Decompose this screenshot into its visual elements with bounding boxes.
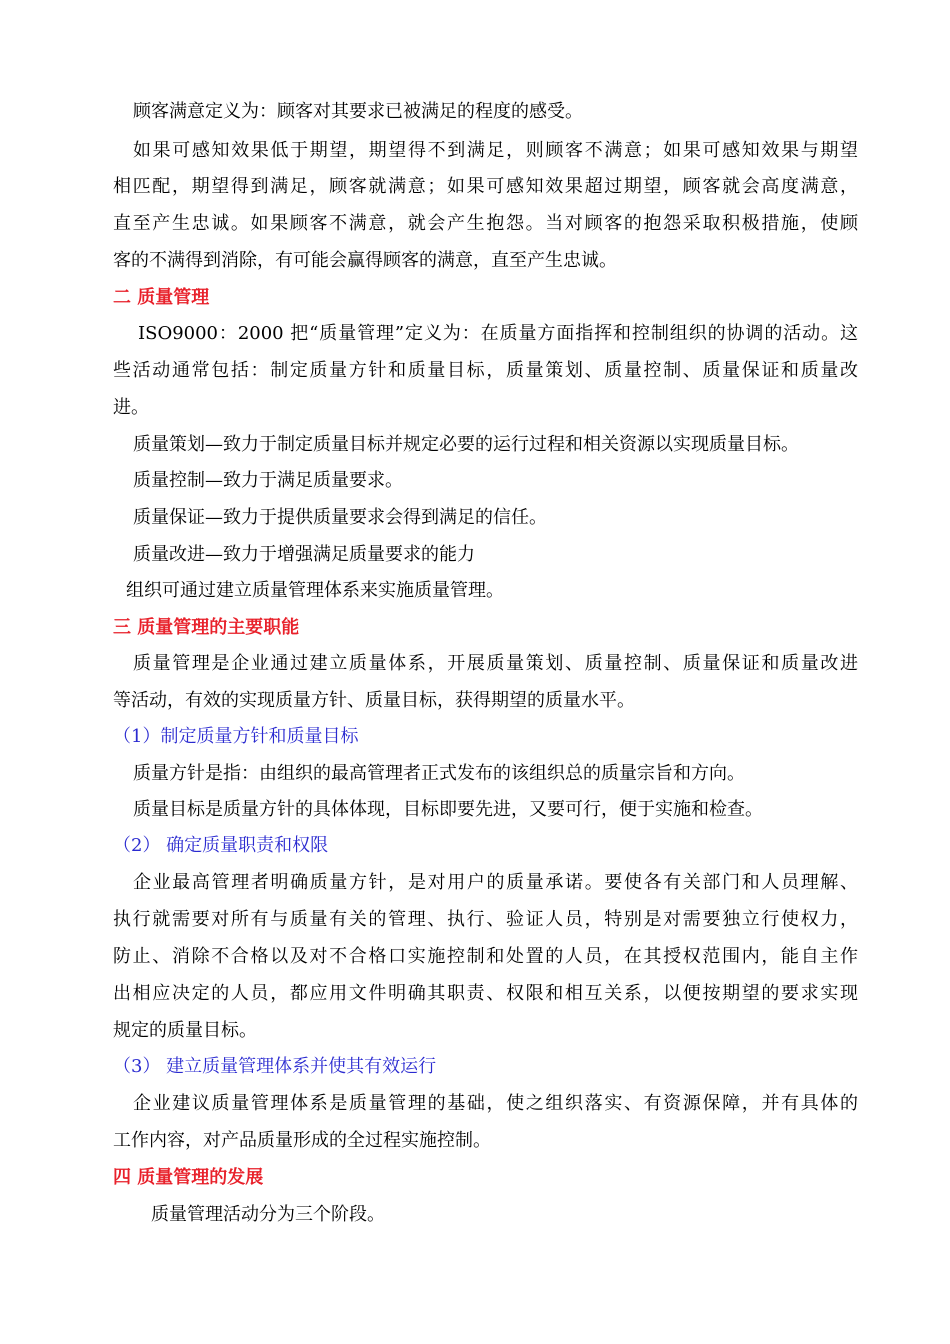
subheading-management-system: （3） 建立质量管理体系并使其有效运行 — [113, 1056, 437, 1077]
definition-quality-planning: 质量策划—致力于制定质量目标并规定必要的运行过程和相关资源以实现质量目标。 — [133, 434, 799, 455]
paragraph-satisfaction-definition: 顾客满意定义为：顾客对其要求已被满足的程度的感受。 — [133, 101, 583, 122]
definition-quality-assurance: 质量保证—致力于提供质量要求会得到满足的信任。 — [133, 507, 547, 528]
paragraph-text-line: 质量管理是企业通过建立质量体系，开展质量策划、质量控制、质量保证和质量改进 — [133, 653, 858, 674]
paragraph-text-line: ISO9000：2000 把“质量管理”定义为：在质量方面指挥和控制组织的协调的活动。这 — [138, 323, 858, 344]
paragraph-text-line: 质量方针是指：由组织的最高管理者正式发布的该组织总的质量宗旨和方向。 — [133, 763, 745, 784]
section-heading-development: 四 质量管理的发展 — [113, 1167, 264, 1188]
paragraph-text-line: 防止、消除不合格以及对不合格口实施控制和处置的人员，在其授权范围内，能自主作 — [113, 946, 858, 967]
paragraph-text-line: 组织可通过建立质量管理体系来实施质量管理。 — [126, 580, 504, 601]
paragraph-text-line: 直至产生忠诚。如果顾客不满意，就会产生抱怨。当对顾客的抱怨采取积极措施，使顾 — [113, 213, 858, 234]
section-heading-main-functions: 三 质量管理的主要职能 — [113, 617, 300, 638]
subheading-responsibilities: （2） 确定质量职责和权限 — [113, 835, 329, 856]
paragraph-text-line: 规定的质量目标。 — [113, 1020, 257, 1041]
paragraph-text-line: 些活动通常包括：制定质量方针和质量目标，质量策划、质量控制、质量保证和质量改 — [113, 360, 858, 381]
paragraph-text-line: 质量管理活动分为三个阶段。 — [151, 1204, 385, 1225]
paragraph-text-line: 执行就需要对所有与质量有关的管理、执行、验证人员，特别是对需要独立行使权力， — [113, 909, 858, 930]
paragraph-text-line: 工作内容，对产品质量形成的全过程实施控制。 — [113, 1130, 491, 1151]
paragraph-text-line: 相匹配，期望得到满足，顾客就满意；如果可感知效果超过期望，顾客就会高度满意， — [113, 176, 858, 197]
section-heading-quality-management: 二 质量管理 — [113, 287, 210, 308]
paragraph-text-line: 企业最高管理者明确质量方针，是对用户的质量承诺。要使各有关部门和人员理解、 — [133, 872, 858, 893]
subheading-policy-objectives: （1）制定质量方针和质量目标 — [113, 726, 359, 747]
definition-quality-control: 质量控制—致力于满足质量要求。 — [133, 470, 403, 491]
paragraph-text-line: 等活动，有效的实现质量方针、质量目标，获得期望的质量水平。 — [113, 690, 635, 711]
paragraph-text-line: 出相应决定的人员，都应用文件明确其职责、权限和相互关系，以便按期望的要求实现 — [113, 983, 858, 1004]
paragraph-text-line: 如果可感知效果低于期望，期望得不到满足，则顾客不满意；如果可感知效果与期望 — [133, 140, 858, 161]
definition-quality-improvement: 质量改进—致力于增强满足质量要求的能力 — [133, 544, 475, 565]
paragraph-text-line: 进。 — [113, 397, 149, 418]
paragraph-text-line: 质量目标是质量方针的具体体现，目标即要先进，又要可行，便于实施和检查。 — [133, 799, 763, 820]
paragraph-text-line: 客的不满得到消除，有可能会赢得顾客的满意，直至产生忠诚。 — [113, 250, 617, 271]
paragraph-text-line: 企业建议质量管理体系是质量管理的基础，使之组织落实、有资源保障，并有具体的 — [133, 1093, 858, 1114]
